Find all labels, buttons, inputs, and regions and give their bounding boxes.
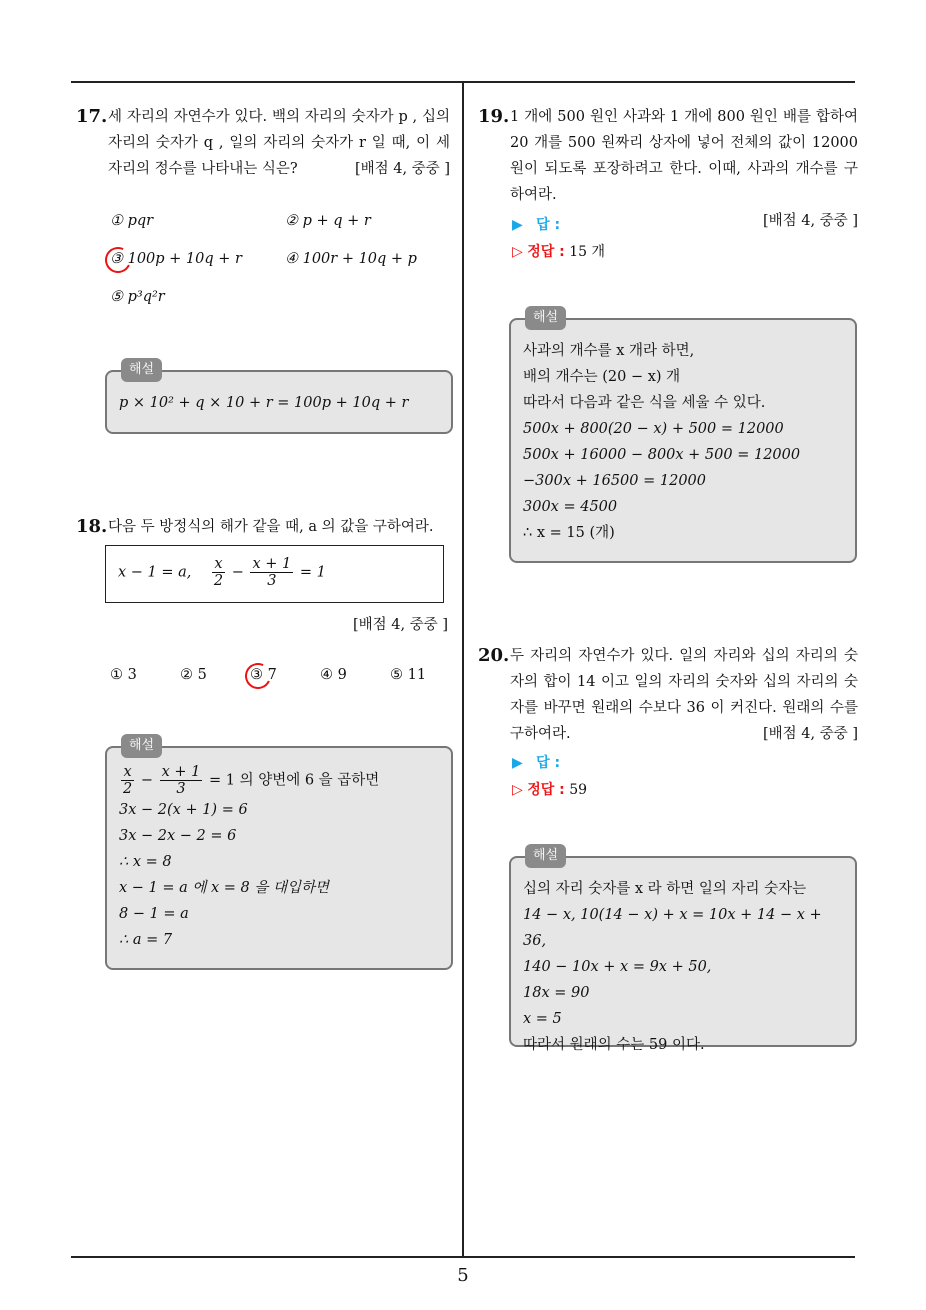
question-number: 20.	[478, 645, 510, 666]
explanation-line: 따라서 원래의 수는 59 이다.	[523, 1037, 705, 1053]
selected-answer-circle	[241, 659, 274, 692]
explanation-line: 십의 자리 숫자를 x 라 하면 일의 자리 숫자는	[523, 881, 807, 897]
correct-value: 59	[569, 782, 588, 798]
answer-label: 답 :	[536, 755, 561, 771]
question-number: 17.	[76, 106, 108, 127]
correct-answer-line	[512, 779, 587, 801]
correct-arrow-icon: ▷	[512, 782, 523, 798]
fraction: $\frac{x + 1}{3}$	[161, 764, 201, 797]
correct-label: 정답 :	[527, 782, 565, 798]
choice-1[interactable]: ① pqr	[110, 213, 154, 229]
bottom-rule	[71, 1256, 855, 1258]
score: [배점 4, 중중 ]	[354, 161, 450, 177]
explanation-tag: 해설	[525, 844, 566, 868]
explanation-line: 3x − 2(x + 1) = 6	[119, 802, 248, 818]
choice-3[interactable]: ③ 7	[250, 667, 277, 683]
minus-sign: −	[231, 564, 244, 581]
score: [배점 4, 중중 ]	[762, 213, 858, 229]
selected-answer-circle	[101, 243, 134, 276]
question-text: 두 자리의 자연수가 있다. 일의 자리와 십의 자리의 숫자의 합이 14 이고 일의 자리의 숫자와 십의 자리의 숫자를 바꾸면 원래의 수보다 36 이 커진다. 원래의 수를 구하여라.	[510, 648, 858, 742]
choice-2[interactable]: ② 5	[180, 667, 207, 683]
fraction: $\frac{x}{2}$	[213, 556, 224, 589]
question-18	[76, 514, 450, 540]
fraction: $\frac{x}{2}$	[123, 764, 133, 797]
fraction: $\frac{x + 1}{3}$	[252, 556, 292, 589]
explanation-line: 따라서 다음과 같은 식을 세울 수 있다.	[523, 395, 766, 411]
question-number: 18.	[76, 516, 108, 537]
explanation-line: x − 1 = a 에 x = 8 을 대입하면	[119, 880, 330, 896]
question-text: 다음 두 방정식의 해가 같을 때, a 의 값을 구하여라.	[108, 519, 434, 535]
answer-label: 답 :	[536, 217, 561, 233]
choice-4[interactable]: ④ 9	[320, 667, 347, 683]
page-number: 5	[457, 1265, 469, 1286]
answer-line	[512, 214, 560, 236]
question-number: 19.	[478, 106, 510, 127]
explanation-box-20	[509, 848, 857, 1053]
choice-2[interactable]: ② p + q + r	[285, 213, 371, 229]
score: [배점 4, 중중 ]	[352, 617, 448, 633]
explanation-tag: 해설	[121, 358, 162, 382]
correct-value: 15 개	[569, 244, 606, 260]
explanation-line: 18x = 90	[523, 985, 590, 1001]
explanation-line: p × 10² + q × 10 + r = 100p + 10q + r	[119, 395, 409, 411]
explanation-line: ∴ x = 8	[119, 854, 172, 870]
explanation-line: x = 5	[523, 1011, 562, 1027]
explanation-box-19	[509, 310, 857, 563]
explanation-tag: 해설	[121, 734, 162, 758]
column-divider	[462, 82, 464, 1258]
score: [배점 4, 중중 ]	[762, 726, 858, 742]
explanation-line: 3x − 2x − 2 = 6	[119, 828, 237, 844]
answer-line	[512, 752, 560, 774]
answer-arrow-icon: ▶	[512, 755, 523, 771]
question-text: 세 자리의 자연수가 있다. 백의 자리의 숫자가 p , 십의 자리의 숫자가 q , 일의 자리의 숫자가 r 일 때, 이 세 자리의 정수를 나타내는 식은?	[108, 109, 450, 177]
explanation-tag: 해설	[525, 306, 566, 330]
explanation-line: 140 − 10x + x = 9x + 50,	[523, 959, 712, 975]
question-20	[478, 643, 858, 747]
question-text: 1 개에 500 원인 사과와 1 개에 800 원인 배를 합하여 20 개를 500 원짜리 상자에 넣어 전체의 값이 12000 원이 되도록 포장하려고 한다. 이때, 사과의 개수를 구하여라.	[510, 109, 858, 203]
choice-4[interactable]: ④ 100r + 10q + p	[285, 251, 417, 267]
explanation-line: −300x + 16500 = 12000	[523, 473, 706, 489]
explanation-line: 500x + 16000 − 800x + 500 = 12000	[523, 447, 801, 463]
explanation-box-17	[105, 362, 453, 434]
choice-3[interactable]: ③ 100p + 10q + r	[110, 251, 242, 267]
answer-arrow-icon: ▶	[512, 217, 523, 233]
explanation-line: 8 − 1 = a	[119, 906, 189, 922]
explanation-line: 사과의 개수를 x 개라 하면,	[523, 343, 695, 359]
explanation-line: 14 − x, 10(14 − x) + x = 10x + 14 − x + 36,	[523, 907, 822, 949]
explanation-line: $\frac{x}{2}$ − $\frac{x + 1}{3}$ = 1 의 양변에 6 을 곱하면	[123, 764, 380, 797]
explanation-line: ∴ a = 7	[119, 932, 173, 948]
explanation-line: 500x + 800(20 − x) + 500 = 12000	[523, 421, 784, 437]
correct-label: 정답 :	[527, 244, 565, 260]
equation-box	[105, 545, 444, 603]
choice-1[interactable]: ① 3	[110, 667, 137, 683]
explanation-line: 배의 개수는 (20 − x) 개	[523, 369, 681, 385]
correct-arrow-icon: ▷	[512, 244, 523, 260]
choice-5[interactable]: ⑤ p³q²r	[110, 289, 165, 305]
explanation-line: 300x = 4500	[523, 499, 618, 515]
equation-right: = 1	[299, 564, 326, 581]
explanation-box-18	[105, 738, 453, 970]
explanation-line: ∴ x = 15 (개)	[523, 525, 615, 541]
equation-left: x − 1 = a,	[118, 564, 192, 581]
choice-5[interactable]: ⑤ 11	[390, 667, 427, 683]
question-17	[76, 104, 450, 182]
correct-answer-line	[512, 241, 605, 263]
